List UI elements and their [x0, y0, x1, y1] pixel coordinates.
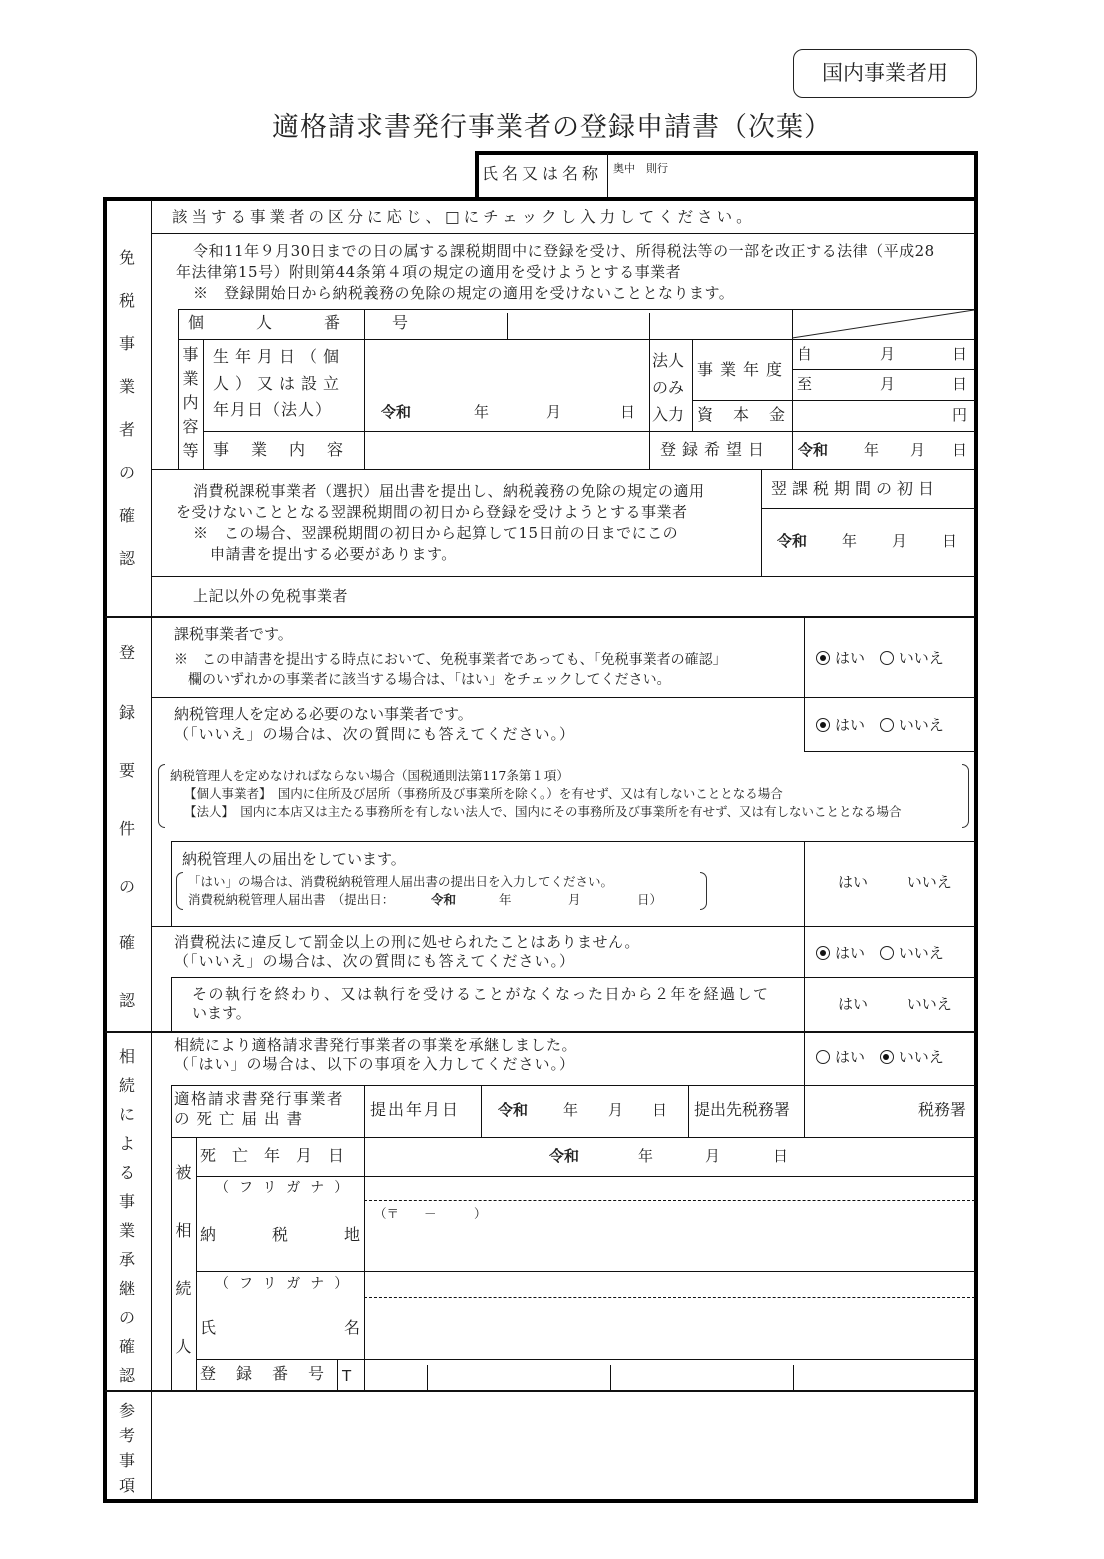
divider — [761, 508, 975, 509]
prefix: 至 — [797, 375, 813, 393]
domestic-business-badge: 国内事業者用 — [793, 49, 977, 98]
fiscal-year-label: 事業年度 — [697, 360, 790, 379]
month: 月 — [910, 441, 926, 459]
page-title: 適格請求書発行事業者の登録申請書（次葉） — [272, 112, 832, 143]
reg-number-input[interactable] — [365, 1360, 975, 1390]
side-label-registration: 登 録 要 件 の 確 認 — [118, 643, 135, 1010]
exempt-option1-note: ※ 登録開始日から納税義務の免除の規定の適用を受けないこととなります。 — [193, 284, 735, 302]
next-period-label: 翌課税期間の初日 — [771, 479, 940, 498]
info-right-bracket — [962, 764, 969, 828]
business-group-label: 事 業 内 容 等 — [182, 345, 199, 460]
label: いいえ — [898, 649, 944, 667]
q3-yes-option[interactable]: はい — [838, 873, 869, 891]
table-line — [688, 1085, 689, 1137]
radio-unchecked-icon — [880, 651, 894, 665]
q4-no-radio[interactable] — [880, 944, 944, 962]
capital-unit[interactable]: 円 — [952, 406, 968, 424]
furigana-label-name: （フリガナ） — [215, 1276, 359, 1292]
exempt-option3[interactable]: 上記以外の免税事業者 — [193, 587, 349, 605]
label: はい — [835, 944, 866, 962]
month: 月 — [705, 1147, 721, 1165]
era: 令和 — [777, 532, 808, 550]
divider — [804, 1031, 805, 1085]
divider — [171, 977, 975, 978]
death-notice-label-1: 適格請求書発行事業者 — [174, 1090, 345, 1108]
label: いいえ — [898, 944, 944, 962]
q4-yes-radio[interactable] — [816, 944, 865, 962]
char: 地 — [344, 1225, 361, 1244]
radio-checked-icon — [880, 1050, 894, 1064]
side-column-divider — [151, 200, 152, 1500]
decedent-name-input[interactable] — [365, 1298, 975, 1359]
q1-note1: ※ この申請書を提出する時点において、免税事業者であっても、「免税事業者の確認」 — [174, 652, 727, 668]
q5-text-line2: います。 — [192, 1004, 251, 1022]
divider — [151, 233, 975, 234]
label: いいえ — [898, 716, 944, 734]
tax-office-label: 提出先税務署 — [694, 1100, 791, 1119]
table-line — [151, 469, 975, 470]
personal-number-input[interactable] — [365, 310, 792, 339]
main-frame-bottom — [103, 1499, 978, 1503]
char: 名 — [344, 1318, 361, 1337]
q1-text: 課税事業者です。 — [174, 625, 293, 643]
q3-text: 納税管理人の届出をしています。 — [182, 850, 406, 868]
table-line — [171, 1085, 975, 1086]
table-line — [364, 1200, 975, 1201]
day: 日 — [952, 441, 968, 459]
reg-number-prefix: T — [342, 1367, 352, 1385]
q5-yes-option[interactable]: はい — [838, 995, 869, 1013]
q2-no-radio[interactable] — [880, 716, 944, 734]
q2-text: 納税管理人を定める必要のない事業者です。 — [174, 705, 473, 723]
radio-unchecked-icon — [816, 1050, 830, 1064]
address-furigana-input[interactable] — [365, 1177, 975, 1200]
divider — [804, 841, 805, 1031]
prefix: 自 — [797, 345, 813, 363]
q3-sub1: 「はい」の場合は、消費税納税管理人届出書の提出日を入力してください。 — [188, 874, 614, 889]
desired-date-label: 登録希望日 — [660, 440, 771, 459]
year: 年 — [638, 1147, 654, 1165]
death-date-label: 死亡年月日 — [200, 1146, 361, 1165]
month: 月 — [880, 345, 896, 363]
year: 年 — [864, 441, 880, 459]
divider — [761, 469, 762, 576]
info-line2: 【個人事業者】 国内に住所及び居所（事務所及び事業所を除く。）を有せず、又は有しないこととなる場合 — [184, 786, 783, 801]
char: 税 — [272, 1225, 289, 1244]
char: 納 — [200, 1225, 217, 1244]
divider — [151, 697, 975, 698]
name-label: 氏名又は名称 — [482, 164, 603, 183]
name-box-divider — [607, 153, 608, 199]
tax-address-field[interactable]: （〒 － ） — [374, 1206, 487, 1221]
reg-number-label: 登録番号 — [200, 1364, 345, 1383]
day: 日 — [952, 375, 968, 393]
table-line — [203, 339, 204, 469]
divider — [171, 977, 172, 1031]
furigana-label-address: （フリガナ） — [215, 1180, 359, 1196]
q3-no-option[interactable]: いいえ — [906, 873, 952, 891]
info-line3: 【法人】 国内に本店又は主たる事務所を有しない法人で、国内にその事務所及び事業所を有せず、又は有しないこととなる場合 — [184, 804, 902, 819]
q3-left-bracket — [176, 872, 183, 910]
divider — [804, 616, 805, 752]
label: はい — [835, 649, 866, 667]
year: 年 — [842, 532, 858, 550]
divider — [171, 841, 172, 926]
table-line — [196, 1137, 197, 1390]
era: 令和 — [498, 1101, 529, 1119]
q1-yes-no — [816, 647, 954, 668]
era: 令和 — [798, 441, 829, 459]
q5-text-line1: その執行を終わり、又は執行を受けることがなくなった日から２年を経過して — [192, 985, 770, 1003]
q5-yes-no — [838, 993, 962, 1014]
inheritance-no-radio[interactable] — [880, 1048, 944, 1066]
day: 日 — [773, 1147, 789, 1165]
year: 年 — [563, 1101, 579, 1119]
reference-notes-input[interactable] — [153, 1392, 973, 1498]
side-label-exempt: 免 税 事 業 者 の 確 認 — [118, 248, 135, 568]
radio-checked-icon — [816, 946, 830, 960]
divider — [804, 751, 975, 752]
inheritance-yes-radio[interactable] — [816, 1048, 865, 1066]
personal-number-label: 個 人 番 号 — [188, 313, 427, 332]
month: 月 — [608, 1101, 624, 1119]
month: 月 — [568, 892, 581, 907]
q1-no-radio[interactable] — [880, 649, 944, 667]
year: 年 — [499, 892, 512, 907]
day: 日 — [652, 1101, 668, 1119]
main-frame-left — [103, 197, 107, 1503]
radio-checked-icon — [816, 651, 830, 665]
exempt-option2-note1: ※ この場合、翌課税期間の初日から起算して15日前の日までにこの — [193, 524, 679, 542]
main-frame-top — [103, 197, 978, 201]
label: はい — [835, 716, 866, 734]
name-box-left-border — [475, 151, 479, 201]
q4-note: （「いいえ」の場合は、次の質問にも答えてください。） — [174, 952, 576, 970]
submit-date-label: 提出年月日 — [370, 1100, 461, 1119]
table-line — [178, 339, 975, 340]
divider — [151, 576, 975, 577]
info-line1: 納税管理人を定めなければならない場合（国税通則法第117条第１項） — [170, 768, 569, 783]
corp-only-label: 法人 のみ 入力 — [652, 351, 685, 424]
death-notice-label-2: の死亡届出書 — [174, 1110, 310, 1128]
month: 月 — [880, 375, 896, 393]
divider — [171, 841, 975, 842]
q1-note2: 欄のいずれかの事業者に該当する場合は、「はい」をチェックしてください。 — [188, 672, 671, 688]
q5-no-option[interactable]: いいえ — [906, 995, 952, 1013]
year: 年 — [474, 403, 490, 421]
exempt-option1-line2: 年法律第15号）附則第44条第４項の規定の適用を受けようとする事業者 — [176, 263, 682, 281]
month: 月 — [892, 532, 908, 550]
char: 氏 — [200, 1318, 217, 1337]
q3-yes-no — [838, 871, 962, 892]
exempt-option1-line1[interactable]: 令和11年９月30日までの日の属する課税期間中に登録を受け、所得税法等の一部を改正する法律（平成28 — [193, 242, 935, 260]
business-content-input[interactable] — [365, 432, 649, 469]
side-label-reference: 参 考 事 項 — [118, 1401, 135, 1495]
table-line — [804, 1085, 805, 1137]
inheritance-q-text: 相続により適格請求書発行事業者の事業を承継しました。 — [174, 1036, 578, 1054]
section-divider — [105, 1031, 975, 1033]
q1-yes-radio[interactable] — [816, 649, 865, 667]
era: 令和 — [431, 892, 457, 907]
radio-unchecked-icon — [880, 946, 894, 960]
birth-label-1: 生年月日（個 — [213, 347, 346, 366]
radio-unchecked-icon — [880, 718, 894, 732]
divider — [151, 926, 975, 927]
name-value-field[interactable]: 奥中 則行 — [613, 162, 668, 175]
birth-label-2: 人）又は設立 — [213, 374, 346, 393]
side-label-inheritance: 相 続 に よ る 事 業 承 継 の 確 認 — [118, 1047, 135, 1385]
day: 日） — [637, 892, 663, 907]
q4-yes-no — [816, 942, 954, 963]
capital-label: 資本金 — [697, 405, 806, 424]
day: 日 — [620, 403, 636, 421]
table-line — [481, 1085, 482, 1137]
inheritance-q-note: （「はい」の場合は、以下の事項を入力してください。） — [174, 1055, 576, 1073]
name-furigana-input[interactable] — [365, 1272, 975, 1297]
name-box-top-border — [475, 151, 978, 155]
label: いいえ — [898, 1048, 944, 1066]
info-left-bracket — [158, 764, 165, 828]
tax-office-field[interactable]: 税務署 — [918, 1100, 967, 1119]
decedent-label: 被 相 続 人 — [175, 1163, 192, 1356]
exempt-option2-line2: を受けないこととなる翌課税期間の初日から登録を受けようとする事業者 — [176, 503, 688, 521]
q4-text: 消費税法に違反して罰金以上の刑に処せられたことはありません。 — [174, 933, 640, 951]
diagonal-slash — [792, 309, 975, 339]
table-line — [792, 369, 975, 370]
q2-yes-radio[interactable] — [816, 716, 865, 734]
q2-yes-no — [816, 714, 954, 735]
day: 日 — [942, 532, 958, 550]
era: 令和 — [549, 1147, 580, 1165]
birth-label-3: 年月日（法人） — [213, 400, 333, 419]
label: 消費税納税管理人届出書 （提出日： — [188, 892, 395, 907]
section-divider — [105, 616, 975, 618]
exempt-instruction: 該当する事業者の区分に応じ、□にチェックし入力してください。 — [172, 208, 756, 226]
label: はい — [835, 1048, 866, 1066]
era: 令和 — [381, 403, 412, 421]
radio-checked-icon — [816, 718, 830, 732]
exempt-option2-note2: 申請書を提出する必要があります。 — [210, 545, 457, 563]
table-line — [692, 400, 975, 401]
inheritance-yes-no — [816, 1046, 954, 1067]
month: 月 — [546, 403, 562, 421]
q2-note: （「いいえ」の場合は、次の質問にも答えてください。） — [174, 725, 576, 743]
q3-right-bracket — [700, 872, 707, 910]
table-line — [171, 1137, 975, 1138]
business-content-label: 事業内容 — [213, 440, 366, 459]
table-line — [692, 339, 693, 431]
day: 日 — [952, 345, 968, 363]
exempt-option2-line1[interactable]: 消費税課税事業者（選択）届出書を提出し、納税義務の免除の規定の適用 — [193, 482, 705, 500]
